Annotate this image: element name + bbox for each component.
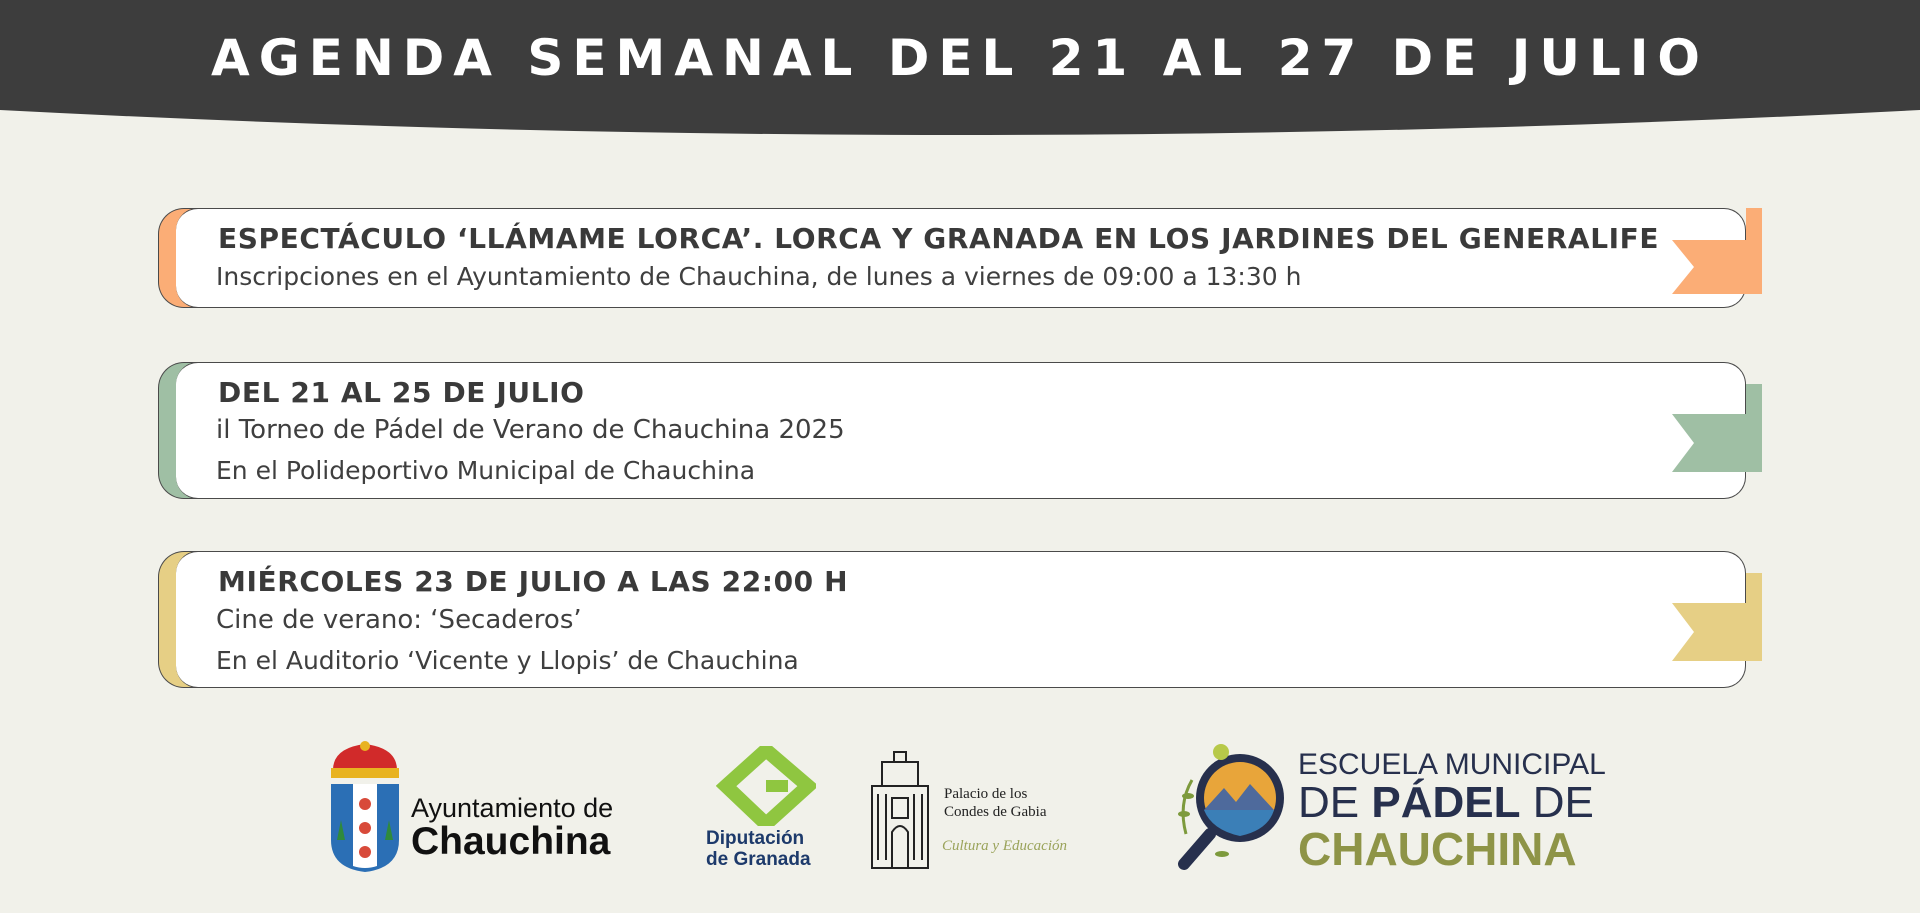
escuela-line2-de2: DE xyxy=(1520,778,1594,827)
escuela-line2 xyxy=(1298,778,1594,828)
ribbon-icon xyxy=(1666,384,1762,480)
event-detail: Inscripciones en el Ayuntamiento de Chauchina, de lunes a viernes de 09:00 a 13:30 h xyxy=(216,262,1302,291)
palacio-line1: Palacio de los xyxy=(944,786,1028,802)
diputacion-logo xyxy=(700,746,840,871)
ayuntamiento-line1: Ayuntamiento de xyxy=(411,793,614,823)
event-card-3 xyxy=(158,551,1762,688)
diputacion-line1: Diputación xyxy=(706,828,805,849)
escuela-line1: ESCUELA MUNICIPAL xyxy=(1298,748,1606,781)
palacio-line2: Condes de Gabia xyxy=(944,804,1047,820)
coat-of-arms-icon xyxy=(325,740,405,875)
padel-racket-icon xyxy=(1168,744,1296,874)
page-title: AGENDA SEMANAL DEL 21 AL 27 DE JULIO xyxy=(211,29,1709,87)
escuela-line3: CHAUCHINA xyxy=(1298,823,1577,875)
event-title: MIÉRCOLES 23 DE JULIO A LAS 22:00 H xyxy=(218,565,849,598)
escuela-padel-logo xyxy=(1168,744,1606,875)
escuela-line2-padel: PÁDEL xyxy=(1371,778,1521,827)
ayuntamiento-line2: Chauchina xyxy=(411,820,611,863)
palacio-tagline: Cultura y Educación xyxy=(942,838,1067,854)
event-location: En el Polideportivo Municipal de Chauchina xyxy=(216,456,756,485)
event-title: ESPECTÁCULO ‘LLÁMAME LORCA’. LORCA Y GRANADA EN LOS JARDINES DEL GENERALIFE xyxy=(218,222,1660,255)
ayuntamiento-logo xyxy=(325,740,625,875)
event-location: En el Auditorio ‘Vicente y Llopis’ de Chauchina xyxy=(216,646,799,675)
palace-building-icon xyxy=(868,748,932,870)
event-detail: Cine de verano: ‘Secaderos’ xyxy=(216,605,582,635)
event-title: DEL 21 AL 25 DE JULIO xyxy=(218,376,585,409)
event-detail: il Torneo de Pádel de Verano de Chauchina 2025 xyxy=(216,415,845,445)
event-card-1 xyxy=(158,208,1762,308)
diputacion-mark-icon xyxy=(716,746,816,826)
event-card-2 xyxy=(158,362,1762,499)
escuela-line2-de: DE xyxy=(1298,778,1372,827)
ribbon-icon xyxy=(1666,208,1762,298)
diputacion-line2: de Granada xyxy=(706,849,811,870)
palacio-logo xyxy=(868,748,1088,873)
ribbon-icon xyxy=(1666,573,1762,669)
